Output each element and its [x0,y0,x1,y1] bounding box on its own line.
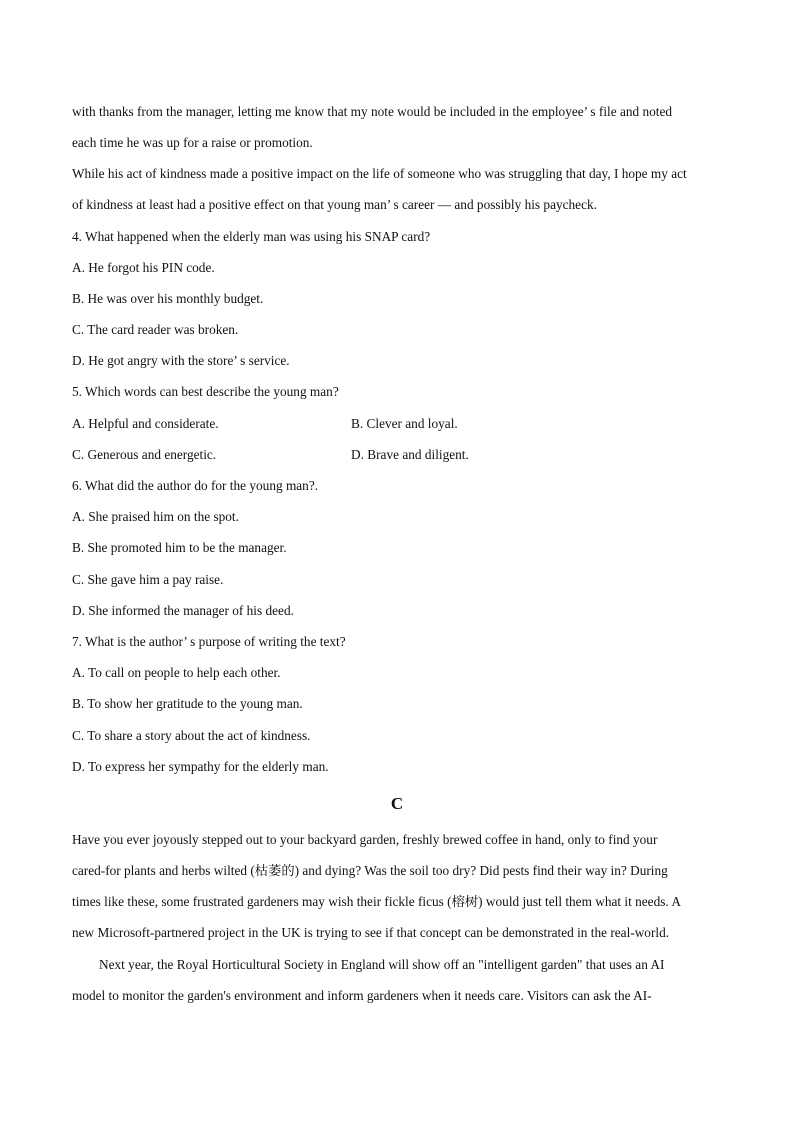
question-4-stem: 4. What happened when the elderly man was using his SNAP card? [72,229,431,244]
question-7-option-d: D. To express her sympathy for the elderly man. [72,759,329,774]
passage-text-line: While his act of kindness made a positive impact on the life of someone who was struggling that day, I hope my act [72,166,687,181]
question-5-option-c: C. Generous and energetic. [72,447,217,462]
question-6-option-a: A. She praised him on the spot. [72,509,239,524]
question-4-option-c: C. The card reader was broken. [72,322,239,337]
section-c-text-line: new Microsoft-partnered project in the UK is trying to see if that concept can be demonstrated in the real-world. [72,925,670,940]
question-6-stem: 6. What did the author do for the young man?. [72,478,319,493]
question-5-stem: 5. Which words can best describe the young man? [72,384,339,399]
question-7-stem: 7. What is the author’ s purpose of writing the text? [72,634,346,649]
section-c-text-line: model to monitor the garden's environment and inform gardeners when it needs care. Visitors can ask the AI- [72,988,652,1003]
question-6-option-d: D. She informed the manager of his deed. [72,603,294,618]
question-7-option-c: C. To share a story about the act of kindness. [72,728,311,743]
section-c-text-line: Next year, the Royal Horticultural Society in England will show off an "intelligent garden" that uses an AI [99,957,665,972]
question-6-option-c: C. She gave him a pay raise. [72,572,224,587]
passage-text-line: each time he was up for a raise or promotion. [72,135,313,150]
section-c-text-line: times like these, some frustrated gardeners may wish their fickle ficus (榕树) would just tell them what it needs. A [72,894,681,909]
question-5-option-a: A. Helpful and considerate. [72,416,219,431]
question-4-option-b: B. He was over his monthly budget. [72,291,264,306]
section-c-text-line: cared-for plants and herbs wilted (枯萎的) and dying? Was the soil too dry? Did pests find their way in? During [72,863,668,878]
question-5-option-d: D. Brave and diligent. [351,447,469,462]
question-7-option-a: A. To call on people to help each other. [72,665,281,680]
question-4-option-d: D. He got angry with the store’ s service. [72,353,290,368]
question-4-option-a: A. He forgot his PIN code. [72,260,215,275]
question-5-option-b: B. Clever and loyal. [351,416,458,431]
section-c-text-line: Have you ever joyously stepped out to your backyard garden, freshly brewed coffee in hand, only to find your [72,832,658,847]
question-6-option-b: B. She promoted him to be the manager. [72,540,287,555]
section-c-title: C [390,794,404,813]
passage-text-line: with thanks from the manager, letting me know that my note would be included in the employee’ s file and noted [72,104,673,119]
passage-text-line: of kindness at least had a positive effect on that young man’ s career — and possibly his paycheck. [72,197,597,212]
question-7-option-b: B. To show her gratitude to the young man. [72,696,303,711]
